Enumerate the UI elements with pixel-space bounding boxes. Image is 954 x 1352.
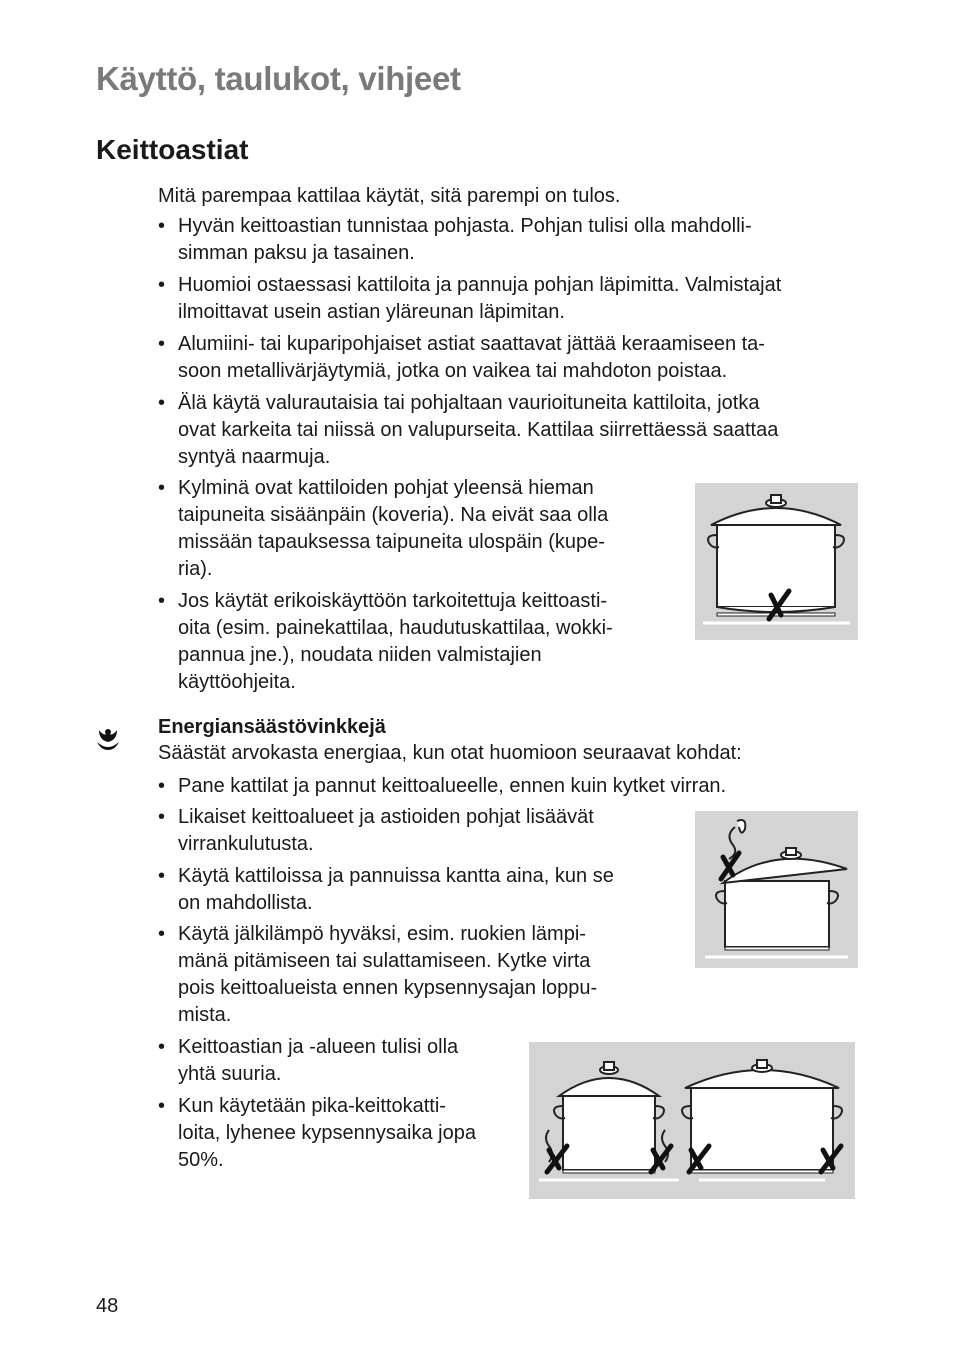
intro-text: Mitä parempaa kattilaa käytät, sitä parempi on tulos. (158, 185, 621, 207)
section-title: Keittoastiat (96, 134, 249, 165)
list-item: • Kylminä ovat kattiloiden pohjat yleensä hieman taipuneita sisäänpäin (koveria). Na eivät saa olla missään tapauksessa taipuneita ulospäin (kupe- ria). (158, 475, 608, 583)
list-item: • Käytä jälkilämpö hyväksi, esim. ruokien lämpi- mänä pitämiseen tai sulattamiseen. Kytke virta pois keittoalueista ennen kypsennysajan loppu- mista. (158, 921, 597, 1029)
list-item: • Pane kattilat ja pannut keittoalueelle, ennen kuin kytket virran. (158, 773, 726, 800)
list-item: • Hyvän keittoastian tunnistaa pohjasta. Pohjan tulisi olla mahdolli- simman paksu ja tasainen. (158, 213, 752, 267)
page-number: 48 (96, 1295, 119, 1317)
pot-icon (695, 483, 858, 640)
energy-tips-intro: Säästät arvokasta energiaa, kun otat huomioon seuraavat kohdat: (158, 742, 742, 764)
list-item: • Huomioi ostaessasi kattiloita ja pannuja pohjan läpimitta. Valmistajat ilmoittavat usein astian yläreunan läpimitan. (158, 272, 781, 326)
uncovered-pot-illustration (695, 811, 858, 968)
list-item: • Alumiini- tai kuparipohjaiset astiat saattavat jättää keraamiseen ta- soon metallivärjäytymiä, jotka on vaikea tai mahdoton poistaa. (158, 331, 765, 385)
list-item: • Likaiset keittoalueet ja astioiden pohjat lisäävät virrankulutusta. (158, 804, 594, 858)
list-item: • Käytä kattiloissa ja pannuissa kantta aina, kun se on mahdollista. (158, 863, 614, 917)
pot-size-illustration (529, 1042, 855, 1199)
pot-icon (529, 1042, 855, 1199)
eco-leaf-icon (95, 726, 121, 752)
energy-tips-heading: Energiansäästövinkkejä (158, 716, 386, 738)
list-item: • Kun käytetään pika-keittokatti- loita, lyhenee kypsennysaika jopa 50%. (158, 1093, 476, 1174)
pot-icon (695, 811, 858, 968)
convex-pot-illustration (695, 483, 858, 640)
list-item: • Keittoastian ja -alueen tulisi olla yhtä suuria. (158, 1034, 458, 1088)
chapter-title: Käyttö, taulukot, vihjeet (96, 60, 461, 97)
list-item: • Jos käytät erikoiskäyttöön tarkoitettuja keittoasti- oita (esim. painekattilaa, haudutuskattilaa, wokki- pannua jne.), noudata niiden valmistajien käyttöohjeita. (158, 588, 613, 696)
list-item: • Älä käytä valurautaisia tai pohjaltaan vaurioituneita kattiloita, jotka ovat karkeita tai niissä on valupurseita. Kattilaa siirrettäessä saattaa syntyä naarmuja. (158, 390, 778, 471)
